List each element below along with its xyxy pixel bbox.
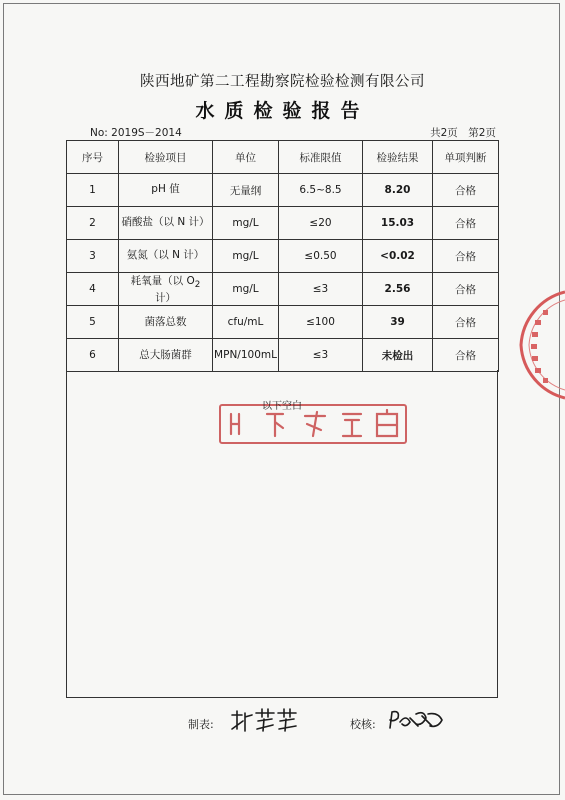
column-header: 单位 [213,141,279,174]
prepared-by-label: 制表: [188,718,214,731]
prepared-signature [228,707,300,737]
checked-by-label: 校核: [350,718,376,731]
judgement: 合格 [433,240,499,273]
standard-limit: ≤3 [279,273,363,306]
test-result: 39 [363,306,433,339]
blank-note: 以下空白 [262,401,302,412]
table-row [67,306,499,339]
test-result: 15.03 [363,207,433,240]
company-name: 陕西地矿第二工程勘察院检验检测有限公司 [140,74,425,90]
table-row [67,174,499,207]
test-item: 耗氧量（以 $O_2$ 计） [119,273,213,306]
standard-limit: 6.5~8.5 [279,174,363,207]
test-item: 硝酸盐（以 N 计） [119,207,213,240]
column-header: 检验结果 [363,141,433,174]
row-number: 6 [67,339,119,372]
row-number: 1 [67,174,119,207]
standard-limit: ≤3 [279,339,363,372]
blank-stamp-glyphs [221,406,405,442]
unit: MPN/100mL [213,339,279,372]
unit: cfu/mL [213,306,279,339]
test-item: 菌落总数 [119,306,213,339]
judgement: 合格 [433,306,499,339]
unit: mg/L [213,273,279,306]
seal-icon [513,290,565,400]
report-title: 水质检验报告 [195,100,370,122]
standard-limit: ≤100 [279,306,363,339]
judgement: 合格 [433,207,499,240]
column-header: 检验项目 [119,141,213,174]
row-number: 3 [67,240,119,273]
test-result: 未检出 [363,339,433,372]
unit: mg/L [213,207,279,240]
report-number: No: 2019S－2014 [90,127,182,139]
signature-icon [228,707,300,733]
test-item: 氨氮（以 N 计） [119,240,213,273]
test-result: 8.20 [363,174,433,207]
standard-limit: ≤20 [279,207,363,240]
results-table [66,140,499,372]
column-header: 单项判断 [433,141,499,174]
checked-signature [386,708,448,736]
standard-limit: ≤0.50 [279,240,363,273]
table-row [67,273,499,306]
company-seal [513,290,565,404]
unit: mg/L [213,240,279,273]
signature-icon [386,708,448,732]
table-row [67,240,499,273]
unit: 无量纲 [213,174,279,207]
row-number: 4 [67,273,119,306]
blank-stamp [219,404,407,444]
judgement: 合格 [433,339,499,372]
page-info: 共2页 第2页 [430,127,496,139]
test-result: <0.02 [363,240,433,273]
test-item: pH 值 [119,174,213,207]
table-header-row [67,141,499,174]
test-result: 2.56 [363,273,433,306]
row-number: 5 [67,306,119,339]
table-row [67,339,499,372]
row-number: 2 [67,207,119,240]
test-item: 总大肠菌群 [119,339,213,372]
table-row [67,207,499,240]
judgement: 合格 [433,174,499,207]
column-header: 序号 [67,141,119,174]
column-header: 标准限值 [279,141,363,174]
judgement: 合格 [433,273,499,306]
